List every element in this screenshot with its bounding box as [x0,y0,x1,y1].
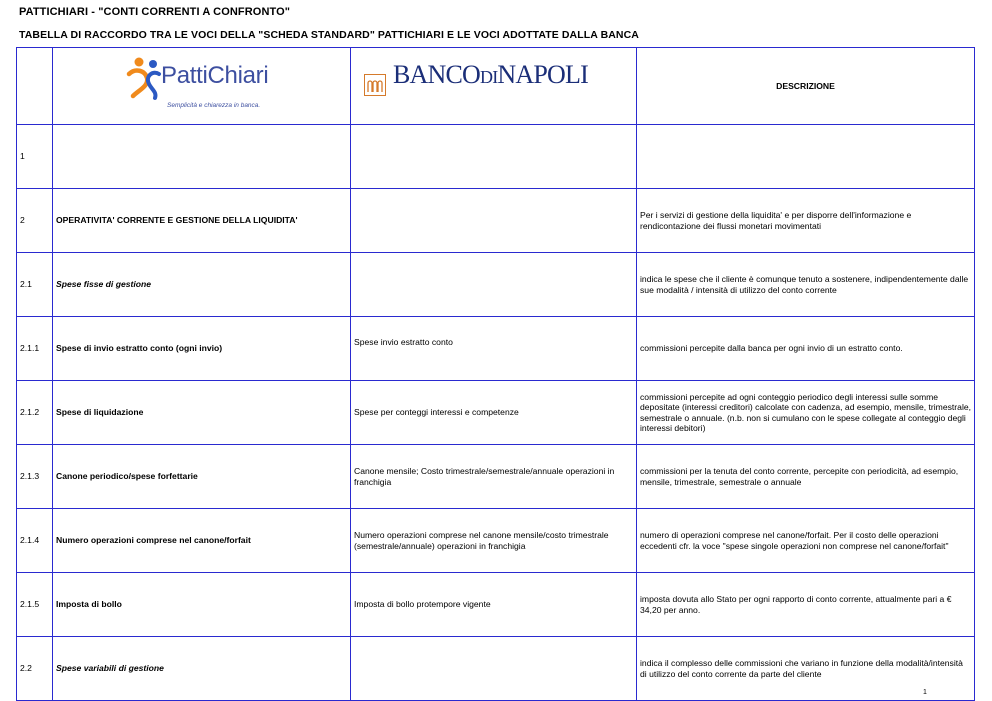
bank-item: Spese per conteggi interessi e competenze [351,381,637,445]
row-number: 2.2 [17,637,53,701]
pattichiari-item: Spese fisse di gestione [53,253,351,317]
bank-item [351,189,637,253]
pattichiari-item: Spese variabili di gestione [53,637,351,701]
table-row [17,317,975,381]
bank-item [351,125,637,189]
pattichiari-item: Spese di invio estratto conto (ogni invio) [53,317,351,381]
document-title: PATTICHIARI - "CONTI CORRENTI A CONFRONTO" [19,6,291,18]
row-number: 2.1.2 [17,381,53,445]
pattichiari-item: Canone periodico/spese forfettarie [53,445,351,509]
description-heading: DESCRIZIONE [637,48,975,125]
document-subtitle: TABELLA DI RACCORDO TRA LE VOCI DELLA "SCHEDA STANDARD" PATTICHIARI E LE VOCI ADOTTATE DALLA BANCA [19,29,639,41]
row-number: 2.1.5 [17,573,53,637]
item-description: commissioni per la tenuta del conto corrente, percepite con periodicità, ad esempio, mensile, trimestrale, semestrale o annuale [637,445,975,509]
table-row [17,125,975,189]
row-number: 1 [17,125,53,189]
item-description [637,125,975,189]
table-header-row [17,48,975,125]
header-num-cell [17,48,53,125]
bank-item [351,637,637,701]
pattichiari-logo [53,48,351,124]
item-description: imposta dovuta allo Stato per ogni rapporto di conto corrente, attualmente pari a € 34,20 per anno. [637,573,975,637]
bank-logo-text: BANCODINAPOLI [393,60,588,89]
pattichiari-item: Numero operazioni comprese nel canone/forfait [53,509,351,573]
row-number: 2.1.4 [17,509,53,573]
table-row [17,637,975,701]
item-description: commissioni percepite ad ogni conteggio periodico degli interessi sulle somme depositate (interessi creditori) calcolate con cadenza, ad esempio, mensile, trimestrale, semestrale o annuale. (n.b. non si cumulano con le spese collegate al conteggio degli interessi debitori) [637,381,975,445]
item-description: numero di operazioni comprese nel canone/forfait. Per il costo delle operazioni eccedenti cfr. la voce "spese singole operazioni non comprese nel canone/forfait" [637,509,975,573]
pattichiari-item: Imposta di bollo [53,573,351,637]
table-row [17,381,975,445]
row-number: 2 [17,189,53,253]
page-number: 1 [923,689,927,696]
pattichiari-item [53,125,351,189]
pattichiari-item: OPERATIVITA' CORRENTE E GESTIONE DELLA LIQUIDITA' [53,189,351,253]
item-description: commissioni percepite dalla banca per ogni invio di un estratto conto. [637,317,975,381]
banco-di-napoli-logo [351,48,637,124]
pattichiari-item: Spese di liquidazione [53,381,351,445]
item-description: indica le spese che il cliente è comunque tenuto a sostenere, indipendentemente dalle sue modalità / intensità di utilizzo del conto corrente [637,253,975,317]
table-row [17,189,975,253]
bank-item: Numero operazioni comprese nel canone mensile/costo trimestrale (semestrale/annuale) operazioni in franchigia [351,509,637,573]
bank-item [351,253,637,317]
pattichiari-logo-text: PattiChiari [161,62,269,89]
pattichiari-tagline: Semplicità e chiarezza in banca. [167,102,261,109]
item-description: indica il complesso delle commissioni che variano in funzione della modalità/intensità di utilizzo del conto corrente da parte del cliente [637,637,975,701]
table-row [17,253,975,317]
bank-item: Canone mensile; Costo trimestrale/semestrale/annuale operazioni in franchigia [351,445,637,509]
bank-item: Imposta di bollo protempore vigente [351,573,637,637]
row-number: 2.1.1 [17,317,53,381]
row-number: 2.1.3 [17,445,53,509]
row-number: 2.1 [17,253,53,317]
table-row [17,445,975,509]
pattichiari-figures-icon [125,56,165,102]
table-row [17,573,975,637]
bank-item: Spese invio estratto conto [351,317,637,381]
comparison-table [16,47,975,701]
table-row [17,509,975,573]
bank-logo-cell [351,48,637,125]
bank-building-icon [364,74,386,96]
pattichiari-logo-cell [53,48,351,125]
item-description: Per i servizi di gestione della liquidita' e per disporre dell'informazione e rendicontazione dei flussi monetari movimentati [637,189,975,253]
